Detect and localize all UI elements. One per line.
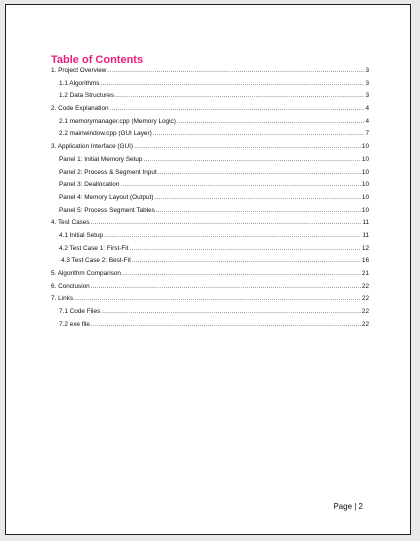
toc-leader-dots [107, 67, 364, 74]
toc-leader-dots [91, 321, 361, 328]
toc-leader-dots [130, 245, 361, 252]
toc-entry-page: 11 [362, 231, 369, 239]
page-number-footer: Page | 2 [333, 502, 363, 511]
toc-entry-page: 22 [361, 320, 369, 328]
toc-entry-page: 22 [361, 308, 369, 316]
toc-entry-page: 10 [361, 155, 369, 163]
toc-entry-label: Panel 1: Initial Memory Setup [59, 155, 143, 163]
toc-leader-dots [158, 169, 361, 176]
toc-entry-page: 7 [365, 130, 369, 138]
toc-entry[interactable] [51, 169, 369, 182]
toc-entry-label: 4.3 Test Case 2: Best-Fit [61, 257, 131, 265]
toc-entry-label: 1. Project Overview [51, 67, 107, 74]
toc-entry-label: Panel 2: Process & Segment Input [59, 168, 157, 176]
toc-entry-label: 6. Conclusion [51, 282, 90, 290]
toc-leader-dots [156, 207, 361, 214]
toc-leader-dots [74, 295, 361, 302]
toc-leader-dots [115, 92, 364, 99]
toc-entry-label: 7. Links [51, 295, 74, 303]
toc-entry-page: 3 [365, 79, 369, 87]
toc-entry[interactable] [51, 118, 369, 131]
toc-entry-label: 2. Code Explanation [51, 105, 109, 113]
toc-entry-label: Panel 5: Process Segment Tables [59, 206, 155, 214]
toc-entry[interactable] [51, 295, 369, 308]
toc-entry-label: 7.1 Code Files [59, 308, 101, 316]
toc-entry[interactable] [51, 105, 369, 118]
toc-entry-page: 22 [361, 295, 369, 303]
toc-leader-dots [120, 181, 360, 188]
toc-entry-label: 3. Application Interface (GUI) [51, 143, 134, 151]
toc-entry-page: 11 [362, 219, 369, 227]
toc-leader-dots [101, 80, 365, 87]
toc-leader-dots [154, 194, 360, 201]
toc-entry-label: 1.2 Data Structures [59, 92, 115, 100]
toc-leader-dots [143, 156, 360, 163]
toc-entry-label: 5. Algorithm Comparison [51, 270, 121, 277]
toc-entry-label: Panel 3: Deallocation [59, 181, 120, 189]
toc-leader-dots [104, 232, 361, 239]
toc-entry[interactable] [51, 156, 369, 169]
toc-entry-label: 4.2 Test Case 1: First-Fit [59, 244, 129, 252]
toc-entry[interactable] [51, 92, 369, 105]
document-page [5, 4, 411, 535]
toc-entry-label: 1.1 Algorithms [59, 79, 100, 87]
toc-entry[interactable] [51, 67, 369, 80]
toc-entry-page: 10 [361, 143, 369, 151]
toc-entry-page: 3 [365, 67, 369, 74]
toc-entry[interactable] [51, 270, 369, 283]
toc-entry-page: 21 [361, 270, 369, 277]
toc-entry-page: 22 [361, 282, 369, 290]
toc-entry[interactable] [51, 283, 369, 296]
toc-entry-page: 10 [361, 181, 369, 189]
toc-leader-dots [91, 283, 361, 290]
toc-entry[interactable] [51, 143, 369, 156]
toc-entry[interactable] [51, 130, 369, 143]
toc-entry-page: 16 [361, 257, 369, 265]
toc-leader-dots [122, 270, 361, 277]
toc-entry[interactable] [51, 257, 369, 270]
toc-leader-dots [177, 118, 365, 125]
toc-entry[interactable] [51, 80, 369, 93]
toc-entry[interactable] [51, 207, 369, 220]
toc-title: Table of Contents [51, 54, 144, 66]
toc-entry[interactable] [51, 219, 369, 232]
toc-entry-label: 2.2 mainwindow.cpp (GUI Layer) [59, 130, 152, 138]
toc-list [51, 67, 369, 333]
toc-entry-page: 10 [361, 206, 369, 214]
toc-leader-dots [110, 105, 365, 112]
toc-entry-label: 2.1 memorymanager.cpp (Memory Logic) [59, 117, 176, 125]
toc-entry[interactable] [51, 232, 369, 245]
toc-entry-page: 3 [365, 92, 369, 100]
toc-entry[interactable] [51, 308, 369, 321]
toc-entry-page: 10 [361, 168, 369, 176]
toc-leader-dots [134, 143, 361, 150]
toc-leader-dots [101, 308, 361, 315]
toc-leader-dots [132, 257, 361, 264]
toc-entry[interactable] [51, 181, 369, 194]
toc-entry[interactable] [51, 245, 369, 258]
toc-entry-label: Panel 4: Memory Layout (Output) [59, 193, 154, 201]
toc-entry[interactable] [51, 194, 369, 207]
toc-entry-label: 7.2 exe file [59, 320, 90, 328]
toc-leader-dots [153, 130, 365, 137]
toc-entry-page: 4 [365, 105, 369, 113]
toc-entry-label: 4. Test Cases [51, 219, 90, 227]
toc-entry-page: 10 [361, 193, 369, 201]
toc-entry[interactable] [51, 321, 369, 334]
toc-entry-page: 4 [365, 117, 369, 125]
toc-leader-dots [91, 219, 362, 226]
toc-entry-label: 4.1 Initial Setup [59, 231, 104, 239]
toc-entry-page: 12 [361, 244, 369, 252]
